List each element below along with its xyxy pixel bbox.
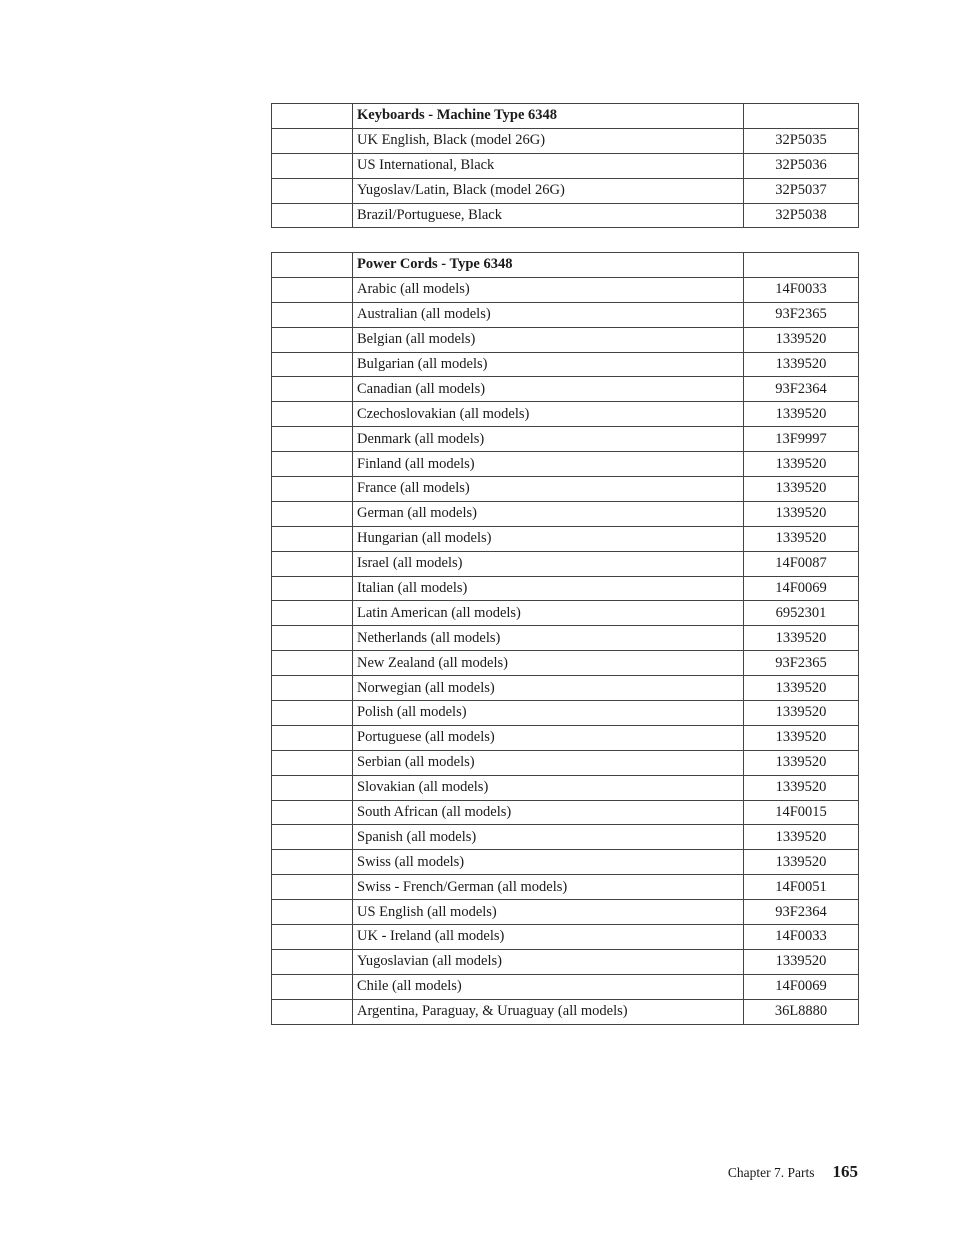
index-cell xyxy=(272,676,353,701)
index-cell xyxy=(272,900,353,925)
table-row xyxy=(272,750,859,775)
table-row xyxy=(272,925,859,950)
table-row xyxy=(272,302,859,327)
index-cell xyxy=(272,128,353,153)
index-cell xyxy=(272,501,353,526)
index-cell xyxy=(272,725,353,750)
page-number: 165 xyxy=(832,1162,858,1181)
chapter-label: Chapter 7. Parts xyxy=(727,1165,815,1180)
index-cell xyxy=(272,626,353,651)
description-cell: France (all models) xyxy=(353,477,744,502)
part-number-cell xyxy=(744,253,859,278)
table-row xyxy=(272,327,859,352)
index-cell xyxy=(272,427,353,452)
part-number-cell: 36L8880 xyxy=(744,999,859,1024)
index-cell xyxy=(272,701,353,726)
part-number-cell: 93F2365 xyxy=(744,302,859,327)
part-number-cell: 1339520 xyxy=(744,701,859,726)
description-cell: US International, Black xyxy=(353,153,744,178)
index-cell xyxy=(272,576,353,601)
part-number-cell: 6952301 xyxy=(744,601,859,626)
part-number-cell: 1339520 xyxy=(744,477,859,502)
description-cell: Finland (all models) xyxy=(353,452,744,477)
part-number-cell: 1339520 xyxy=(744,949,859,974)
index-cell xyxy=(272,551,353,576)
description-cell: Latin American (all models) xyxy=(353,601,744,626)
table-row xyxy=(272,651,859,676)
part-number-cell: 1339520 xyxy=(744,676,859,701)
description-cell: New Zealand (all models) xyxy=(353,651,744,676)
part-number-cell: 14F0069 xyxy=(744,974,859,999)
table-header-row xyxy=(272,104,859,129)
table-row xyxy=(272,999,859,1024)
table-row xyxy=(272,551,859,576)
description-cell: Hungarian (all models) xyxy=(353,526,744,551)
table-row xyxy=(272,949,859,974)
description-cell: Yugoslav/Latin, Black (model 26G) xyxy=(353,178,744,203)
table-row xyxy=(272,477,859,502)
index-cell xyxy=(272,999,353,1024)
index-cell xyxy=(272,526,353,551)
description-cell: Norwegian (all models) xyxy=(353,676,744,701)
index-cell xyxy=(272,352,353,377)
description-cell: US English (all models) xyxy=(353,900,744,925)
description-cell: Italian (all models) xyxy=(353,576,744,601)
index-cell xyxy=(272,875,353,900)
index-cell xyxy=(272,800,353,825)
part-number-cell: 14F0087 xyxy=(744,551,859,576)
part-number-cell: 1339520 xyxy=(744,501,859,526)
part-number-cell: 14F0033 xyxy=(744,277,859,302)
table-row xyxy=(272,352,859,377)
part-number-cell: 1339520 xyxy=(744,352,859,377)
description-cell: German (all models) xyxy=(353,501,744,526)
index-cell xyxy=(272,651,353,676)
table-row xyxy=(272,576,859,601)
part-number-cell xyxy=(744,104,859,129)
index-cell xyxy=(272,850,353,875)
table-row xyxy=(272,900,859,925)
description-cell: Arabic (all models) xyxy=(353,277,744,302)
table-row xyxy=(272,725,859,750)
table-row xyxy=(272,825,859,850)
part-number-cell: 1339520 xyxy=(744,825,859,850)
index-cell xyxy=(272,974,353,999)
table-heading: Keyboards - Machine Type 6348 xyxy=(353,104,744,129)
table-row xyxy=(272,277,859,302)
part-number-cell: 1339520 xyxy=(744,402,859,427)
part-number-cell: 1339520 xyxy=(744,725,859,750)
part-number-cell: 1339520 xyxy=(744,452,859,477)
part-number-cell: 32P5035 xyxy=(744,128,859,153)
index-cell xyxy=(272,178,353,203)
index-cell xyxy=(272,949,353,974)
description-cell: Denmark (all models) xyxy=(353,427,744,452)
table-row xyxy=(272,974,859,999)
description-cell: Chile (all models) xyxy=(353,974,744,999)
part-number-cell: 93F2364 xyxy=(744,900,859,925)
part-number-cell: 14F0015 xyxy=(744,800,859,825)
description-cell: Belgian (all models) xyxy=(353,327,744,352)
index-cell xyxy=(272,477,353,502)
table-row xyxy=(272,875,859,900)
part-number-cell: 32P5038 xyxy=(744,203,859,228)
description-cell: Swiss - French/German (all models) xyxy=(353,875,744,900)
description-cell: Netherlands (all models) xyxy=(353,626,744,651)
description-cell: UK English, Black (model 26G) xyxy=(353,128,744,153)
description-cell: Polish (all models) xyxy=(353,701,744,726)
description-cell: Canadian (all models) xyxy=(353,377,744,402)
index-cell xyxy=(272,327,353,352)
index-cell xyxy=(272,104,353,129)
table-row xyxy=(272,427,859,452)
table-row xyxy=(272,601,859,626)
part-number-cell: 1339520 xyxy=(744,850,859,875)
description-cell: South African (all models) xyxy=(353,800,744,825)
part-number-cell: 93F2364 xyxy=(744,377,859,402)
table-header-row xyxy=(272,253,859,278)
description-cell: Czechoslovakian (all models) xyxy=(353,402,744,427)
description-cell: Argentina, Paraguay, & Uruaguay (all models) xyxy=(353,999,744,1024)
index-cell xyxy=(272,277,353,302)
table-row xyxy=(272,377,859,402)
table-row xyxy=(272,178,859,203)
power-cords-table xyxy=(271,252,859,1025)
table-row xyxy=(272,452,859,477)
index-cell xyxy=(272,203,353,228)
index-cell xyxy=(272,253,353,278)
description-cell: Slovakian (all models) xyxy=(353,775,744,800)
description-cell: Israel (all models) xyxy=(353,551,744,576)
description-cell: Yugoslavian (all models) xyxy=(353,949,744,974)
part-number-cell: 1339520 xyxy=(744,526,859,551)
keyboards-table xyxy=(271,103,859,228)
page-footer xyxy=(728,1162,858,1182)
table-heading: Power Cords - Type 6348 xyxy=(353,253,744,278)
part-number-cell: 1339520 xyxy=(744,327,859,352)
part-number-cell: 14F0033 xyxy=(744,925,859,950)
index-cell xyxy=(272,825,353,850)
description-cell: UK - Ireland (all models) xyxy=(353,925,744,950)
table-row xyxy=(272,626,859,651)
table-row xyxy=(272,526,859,551)
description-cell: Portuguese (all models) xyxy=(353,725,744,750)
table-row xyxy=(272,128,859,153)
index-cell xyxy=(272,153,353,178)
part-number-cell: 14F0069 xyxy=(744,576,859,601)
index-cell xyxy=(272,775,353,800)
table-row xyxy=(272,701,859,726)
part-number-cell: 1339520 xyxy=(744,750,859,775)
index-cell xyxy=(272,925,353,950)
part-number-cell: 32P5037 xyxy=(744,178,859,203)
index-cell xyxy=(272,377,353,402)
description-cell: Serbian (all models) xyxy=(353,750,744,775)
table-row xyxy=(272,501,859,526)
table-row xyxy=(272,800,859,825)
part-number-cell: 13F9997 xyxy=(744,427,859,452)
description-cell: Brazil/Portuguese, Black xyxy=(353,203,744,228)
part-number-cell: 1339520 xyxy=(744,775,859,800)
table-row xyxy=(272,402,859,427)
index-cell xyxy=(272,601,353,626)
part-number-cell: 1339520 xyxy=(744,626,859,651)
description-cell: Bulgarian (all models) xyxy=(353,352,744,377)
table-row xyxy=(272,775,859,800)
part-number-cell: 93F2365 xyxy=(744,651,859,676)
index-cell xyxy=(272,750,353,775)
table-row xyxy=(272,850,859,875)
description-cell: Swiss (all models) xyxy=(353,850,744,875)
table-row xyxy=(272,676,859,701)
part-number-cell: 32P5036 xyxy=(744,153,859,178)
index-cell xyxy=(272,402,353,427)
table-row xyxy=(272,153,859,178)
description-cell: Australian (all models) xyxy=(353,302,744,327)
table-row xyxy=(272,203,859,228)
part-number-cell: 14F0051 xyxy=(744,875,859,900)
index-cell xyxy=(272,302,353,327)
description-cell: Spanish (all models) xyxy=(353,825,744,850)
index-cell xyxy=(272,452,353,477)
